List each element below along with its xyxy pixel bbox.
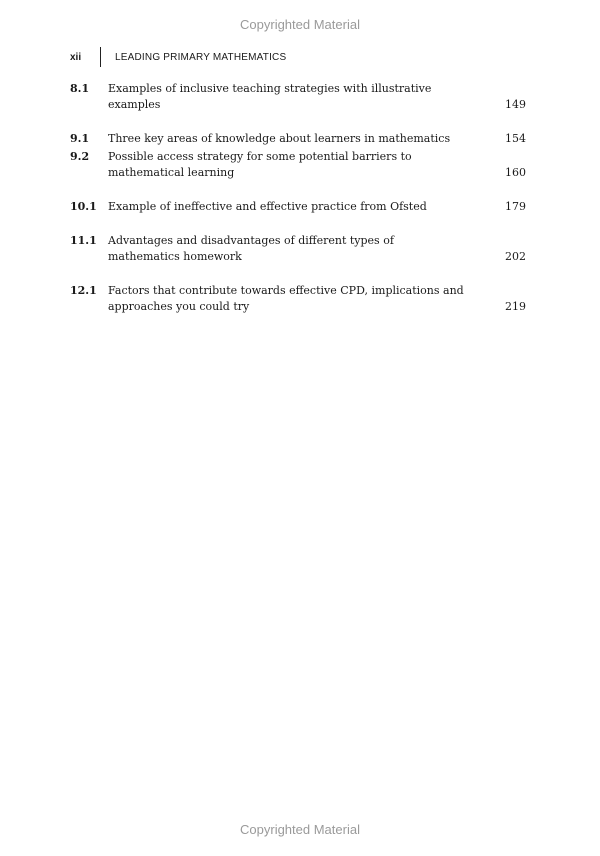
table-title: Advantages and disadvantages of different types of mathematics homework — [108, 234, 394, 263]
page-number: 202 — [505, 250, 526, 263]
page-number: 160 — [505, 166, 526, 179]
toc-entry — [70, 131, 526, 147]
copyright-watermark-top: Copyrighted Material — [240, 17, 360, 32]
page-number: 154 — [505, 132, 526, 145]
toc-entry — [70, 149, 526, 181]
table-title: Three key areas of knowledge about learners in mathematics — [108, 132, 451, 145]
running-head — [70, 47, 286, 67]
toc-entry — [70, 81, 526, 113]
table-number: 9.2 — [70, 150, 90, 163]
table-number: 8.1 — [70, 82, 90, 95]
toc-entry — [70, 199, 526, 215]
toc-entry — [70, 233, 526, 265]
table-number: 10.1 — [70, 200, 97, 213]
header-divider — [100, 47, 101, 67]
table-title: Examples of inclusive teaching strategies with illustrative examples — [108, 82, 432, 111]
table-title: Example of ineffective and effective practice from Ofsted — [108, 200, 427, 213]
table-number: 11.1 — [70, 234, 97, 247]
toc-entry — [70, 283, 526, 315]
toc-group-chapter-10 — [70, 199, 526, 215]
toc-group-chapter-8 — [70, 81, 526, 113]
page-folio: xii — [70, 51, 82, 63]
table-title: Factors that contribute towards effective CPD, implications and approaches you could try — [108, 284, 464, 313]
page-number: 179 — [505, 200, 526, 213]
page-number: 149 — [505, 98, 526, 111]
toc-group-chapter-11 — [70, 233, 526, 265]
table-number: 12.1 — [70, 284, 97, 297]
toc-group-chapter-12 — [70, 283, 526, 315]
page-number: 219 — [505, 300, 526, 313]
table-number: 9.1 — [70, 132, 90, 145]
list-of-tables — [70, 81, 526, 333]
toc-group-chapter-9 — [70, 131, 526, 181]
table-title: Possible access strategy for some potential barriers to mathematical learning — [108, 150, 412, 179]
copyright-watermark-bottom: Copyrighted Material — [240, 822, 360, 837]
book-title: LEADING PRIMARY MATHEMATICS — [115, 51, 287, 63]
